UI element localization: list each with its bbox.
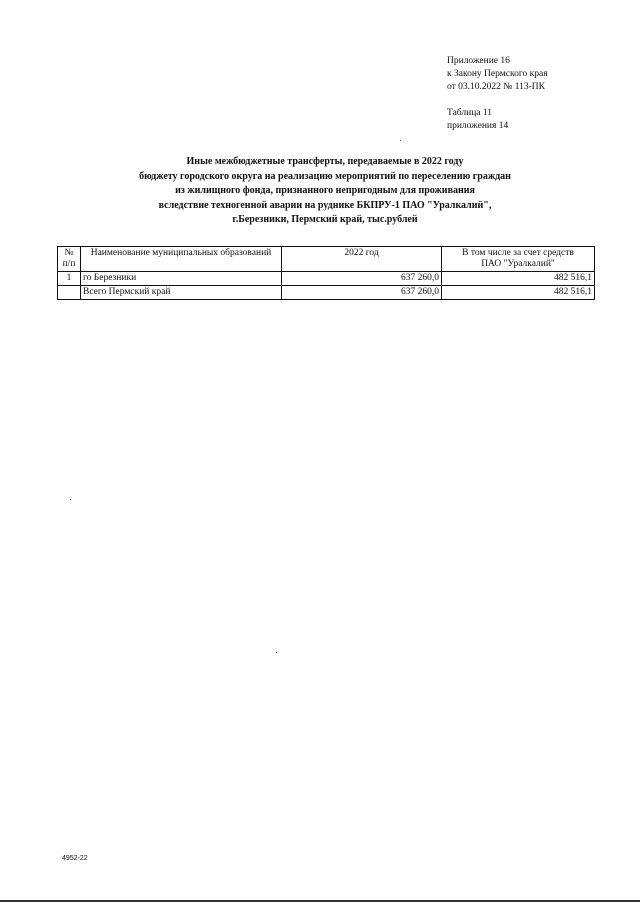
table-row xyxy=(58,272,595,286)
law-date: от 03.10.2022 № 113-ПК xyxy=(447,82,545,92)
header-number-line1: № xyxy=(64,248,74,258)
table-number: Таблица 11 xyxy=(447,108,493,118)
scan-speck xyxy=(400,140,401,141)
row-including-amount: 482 516,1 xyxy=(442,286,595,300)
scan-edge-line xyxy=(0,900,640,902)
title-line: бюджету городского округа на реализацию мероприятий по переселению граждан xyxy=(139,170,511,182)
header-year: 2022 год xyxy=(282,247,442,272)
table-total-row xyxy=(58,286,595,300)
header-number-line2: п/п xyxy=(62,259,76,269)
document-code: 4952-22 xyxy=(62,855,88,862)
row-number: 1 xyxy=(58,272,81,286)
row-including-amount: 482 516,1 xyxy=(442,272,595,286)
header-number xyxy=(58,247,81,272)
appendix-number: Приложение 16 xyxy=(447,56,510,66)
table-appendix: приложения 14 xyxy=(447,121,509,131)
appendix-reference xyxy=(447,55,548,94)
row-year-amount: 637 260,0 xyxy=(282,272,442,286)
scan-speck xyxy=(70,499,71,500)
title-line: Иные межбюджетные трансферты, передаваемые в 2022 году xyxy=(186,156,464,167)
scan-speck xyxy=(276,652,277,653)
row-number xyxy=(58,286,81,300)
header-including-line1: В том числе за счет средств xyxy=(462,248,574,258)
document-title xyxy=(100,155,550,228)
row-year-amount: 637 260,0 xyxy=(282,286,442,300)
header-including xyxy=(442,247,595,272)
header-municipality: Наименование муниципальных образований xyxy=(81,247,282,272)
title-line: вследствие техногенной аварии на руднике БКПРУ-1 ПАО "Уралкалий", xyxy=(158,199,492,211)
title-line: из жилищного фонда, признанного непригодным для проживания xyxy=(175,185,475,196)
title-line: г.Березники, Пермский край, тыс.рублей xyxy=(232,214,418,225)
table-reference xyxy=(447,107,508,133)
transfers-table xyxy=(57,246,595,300)
row-municipality: Всего Пермский край xyxy=(81,286,282,300)
table-header-row xyxy=(58,247,595,272)
law-reference: к Закону Пермского края xyxy=(447,69,548,79)
header-including-line2: ПАО "Уралкалий" xyxy=(481,259,555,269)
row-municipality: го Березники xyxy=(81,272,282,286)
